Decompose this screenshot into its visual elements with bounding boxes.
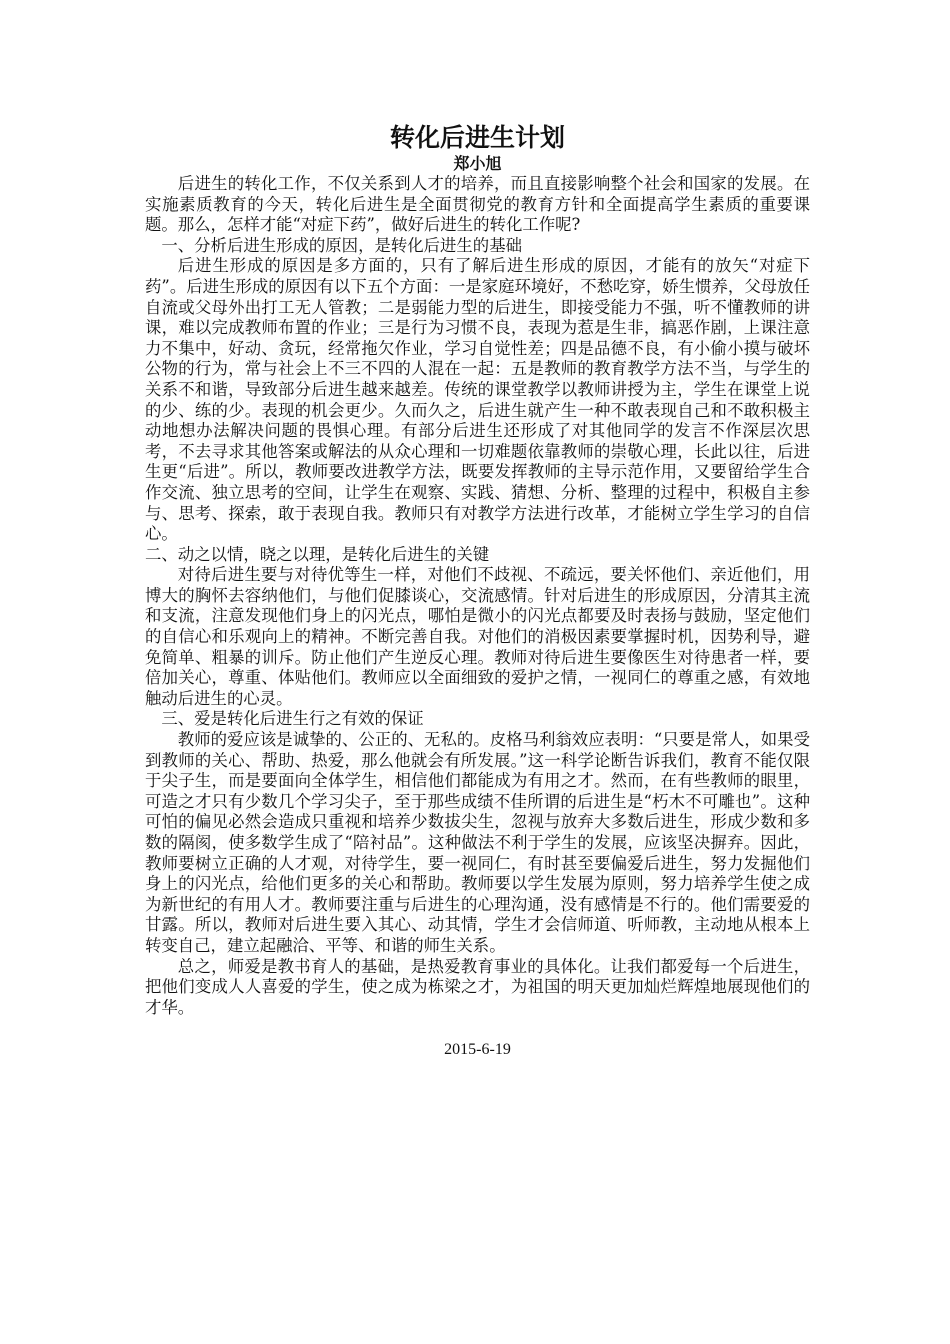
- document-author: 郑小旭: [453, 154, 502, 173]
- section-2-paragraph: 对待后进生要与对待优等生一样，对他们不歧视、不疏远，要关怀他们、亲近他们，用博大的胸怀去容纳他们，与他们促膝谈心，交流感情。针对后进生的形成原因，分清其主流和支流，注意发现他们身上的闪光点，哪怕是微小的闪光点都要及时表扬与鼓励，坚定他们的自信心和乐观向上的精神。不断完善自我。对他们的消极因素要掌握时机，因势利导，避免简单、粗暴的训斥。防止他们产生逆反心理。教师对待后进生要像医生对待患者一样，要倍加关心，尊重、体贴他们。教师应以全面细致的爱护之情，一视同仁的尊重之感，有效地触动后进生的心灵。: [145, 565, 810, 708]
- document-title: 转化后进生计划: [389, 123, 565, 152]
- intro-paragraph: 后进生的转化工作，不仅关系到人才的培养，而且直接影响整个社会和国家的发展。在实施素质教育的今天，转化后进生是全面贯彻党的教育方针和全面提高学生素质的重要课题。那么，怎样才能“对症下药”，做好后进生的转化工作呢?: [145, 174, 810, 235]
- document-date: 2015-6-19: [444, 1041, 511, 1059]
- section-2-heading: 二、动之以情，晓之以理，是转化后进生的关键: [145, 544, 490, 564]
- section-3-paragraph: 教师的爱应该是诚挚的、公正的、无私的。皮格马利翁效应表明：“只要是常人，如果受到教师的关心、帮助、热爱，那么他就会有所发展。”这一科学论断告诉我们，教育不能仅限于尖子生，而是要面向全体学生，相信他们都能成为有用之才。然而，在有些教师的眼里，可造之才只有少数几个学习尖子，至于那些成绩不佳所谓的后进生是“朽木不可雕也”。这种可怕的偏见必然会造成只重视和培养少数拔尖生，忽视与放弃大多数后进生，形成少数和多数的隔阂，使多数学生成了“陪衬品”。这种做法不利于学生的发展，应该坚决摒弃。因此，教师要树立正确的人才观，对待学生，要一视同仁，有时甚至要偏爱后进生，努力发掘他们身上的闪光点，给他们更多的关心和帮助。教师要以学生发展为原则，努力培养学生使之成为新世纪的有用人才。教师要注重与后进生的心理沟通，没有感情是不行的。他们需要爱的甘露。所以，教师对后进生要入其心、动其情，学生才会信师道、听师教，主动地从根本上转变自己，建立起融洽、平等、和谐的师生关系。: [145, 730, 810, 955]
- section-3-heading: 三、爱是转化后进生行之有效的保证: [161, 709, 424, 729]
- document-page: [145, 118, 810, 1061]
- section-1-paragraph: 后进生形成的原因是多方面的，只有了解后进生形成的原因，才能有的放矢“对症下药”。后进生形成的原因有以下五个方面：一是家庭环境好，不愁吃穿，娇生惯养，父母放任自流或父母外出打工无人管教；二是弱能力型的后进生，即接受能力不强，听不懂教师的讲课，难以完成教师布置的作业；三是行为习惯不良，表现为惹是生非，搞恶作剧，上课注意力不集中，好动、贪玩，经常拖欠作业，学习自觉性差；四是品德不良，有小偷小摸与破坏公物的行为，常与社会上不三不四的人混在一起：五是教师的教育教学方法不当，与学生的关系不和谐，导致部分后进生越来越差。传统的课堂教学以教师讲授为主，学生在课堂上说的少、练的少。表现的机会更少。久而久之，后进生就产生一种不敢表现自己和不敢积极主动地想办法解决问题的畏惧心理。有部分后进生还形成了对其他同学的发言不作深层次思考，不去寻求其他答案或解法的从众心理和一切难题依靠教师的崇敬心理，长此以往，后进生更“后进”。所以，教师要改进教学方法，既要发挥教师的主导示范作用，又要留给学生合作交流、独立思考的空间，让学生在观察、实践、猜想、分析、整理的过程中，积极自主参与、思考、探索，敢于表现自我。教师只有对教学方法进行改革，才能树立学生学习的自信心。: [145, 256, 810, 544]
- conclusion-paragraph: 总之，师爱是教书育人的基础，是热爱教育事业的具体化。让我们都爱每一个后进生，把他们变成人人喜爱的学生，使之成为栋梁之才，为祖国的明天更加灿烂辉煌地展现他们的才华。: [145, 956, 810, 1017]
- section-1-heading: 一、分析后进生形成的原因，是转化后进生的基础: [161, 235, 522, 255]
